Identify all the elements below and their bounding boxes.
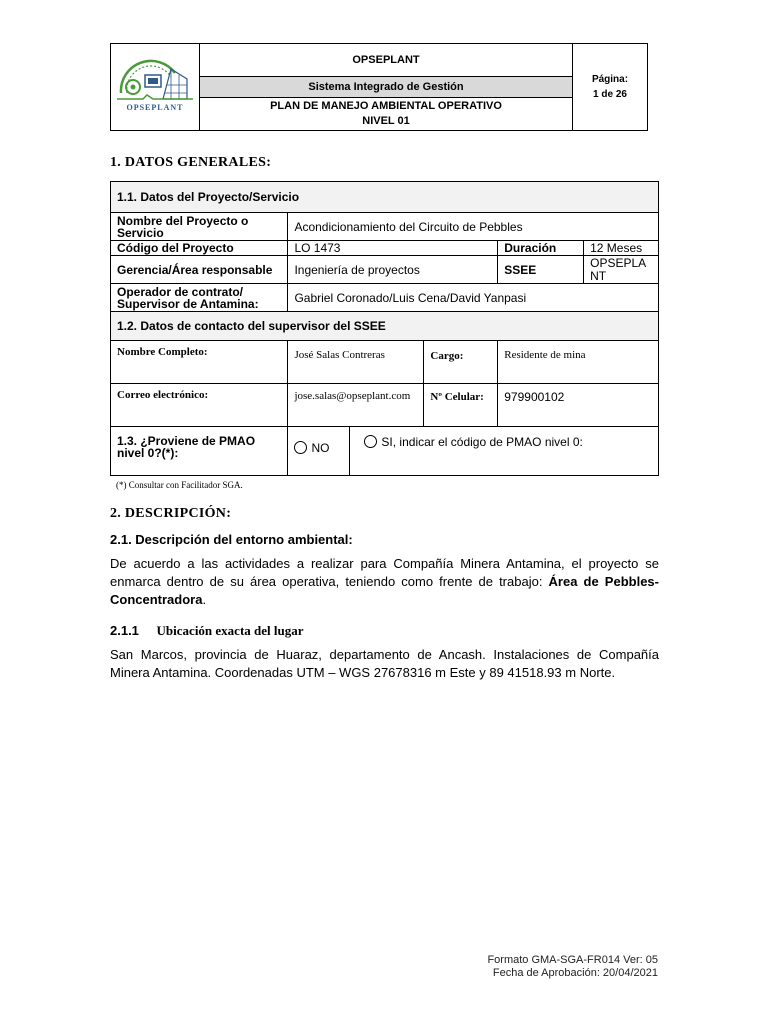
format-code: Formato GMA-SGA-FR014 Ver: 05	[487, 954, 658, 966]
subsection-1-3: 1.3. ¿Proviene de PMAO nivel 0?(*):	[111, 427, 288, 476]
project-code-label: Código del Proyecto	[111, 241, 288, 256]
section-2-heading: 2. DESCRIPCIÓN:	[110, 506, 232, 521]
opseplant-logo-icon	[113, 55, 197, 115]
radio-si-icon[interactable]	[364, 435, 377, 448]
project-code-value: LO 1473	[288, 241, 498, 256]
footnote: (*) Consultar con Facilitador SGA.	[116, 480, 243, 490]
contact-name-value: José Salas Contreras	[288, 341, 424, 384]
document-title-line2: NIVEL 01	[362, 115, 410, 127]
subsection-1-2: 1.2. Datos de contacto del supervisor del SSEE	[111, 312, 659, 341]
duration-label: Duración	[498, 241, 584, 256]
subsection-2-1: 2.1. Descripción del entorno ambiental:	[110, 532, 353, 547]
approval-date: Fecha de Aprobación: 20/04/2021	[492, 967, 658, 979]
svg-text:OPSEPLANT: OPSEPLANT	[126, 102, 184, 112]
email-label: Correo electrónico:	[111, 384, 288, 427]
document-header	[110, 43, 648, 131]
option-si[interactable]	[350, 427, 659, 476]
position-label: Cargo:	[424, 341, 498, 384]
phone-value: 979900102	[498, 384, 659, 427]
subsection-1-1: 1.1. Datos del Proyecto/Servicio	[111, 182, 659, 213]
description-paragraph: De acuerdo a las actividades a realizar para Compañía Minera Antamina, el proyecto se enmarca dentro de su área operativa, teniendo como frente de trabajo: Área de Pebbles-Concentradora.	[110, 556, 659, 607]
option-no-label: NO	[311, 441, 330, 455]
page-number-cell	[573, 44, 648, 131]
ssee-label: SSEE	[498, 256, 584, 284]
document-title	[200, 98, 573, 131]
operator-value: Gabriel Coronado/Luis Cena/David Yanpasi	[288, 284, 659, 312]
ssee-value: OPSEPLANT	[584, 256, 659, 284]
page-footer	[420, 954, 658, 980]
subsection-2-1-1: 2.1.1 Ubicación exacta del lugar	[110, 623, 304, 638]
location-paragraph: San Marcos, provincia de Huaraz, departamento de Ancash. Instalaciones de Compañía Minera Antamina. Coordenadas UTM – WGS 27678316 m Este y 89 41518.93 m Norte.	[110, 647, 659, 680]
logo-cell	[111, 44, 200, 131]
duration-value: 12 Meses	[584, 241, 659, 256]
project-name-label: Nombre del Proyecto o Servicio	[111, 213, 288, 241]
page-value: 1 de 26	[593, 89, 627, 100]
phone-label: Nº Celular:	[424, 384, 498, 427]
radio-no-icon[interactable]	[294, 441, 307, 454]
management-label: Gerencia/Área responsable	[111, 256, 288, 284]
project-name-value: Acondicionamiento del Circuito de Pebbles	[288, 213, 659, 241]
general-data-table	[110, 181, 659, 476]
document-title-line1: PLAN DE MANEJO AMBIENTAL OPERATIVO	[270, 100, 502, 112]
option-no[interactable]	[288, 427, 350, 476]
system-name: Sistema Integrado de Gestión	[200, 77, 573, 98]
management-value: Ingeniería de proyectos	[288, 256, 498, 284]
option-si-label: SI, indicar el código de PMAO nivel 0:	[381, 435, 583, 449]
page-label: Página:	[591, 74, 629, 85]
work-area: Área de Pebbles-Concentradora	[110, 574, 659, 607]
operator-label: Operador de contrato/ Supervisor de Antamina:	[111, 284, 288, 312]
company-name: OPSEPLANT	[200, 44, 573, 77]
contact-name-label: Nombre Completo:	[111, 341, 288, 384]
email-value: jose.salas@opseplant.com	[288, 384, 424, 427]
section-1-heading: 1. DATOS GENERALES:	[110, 155, 272, 170]
position-value: Residente de mina	[498, 341, 659, 384]
